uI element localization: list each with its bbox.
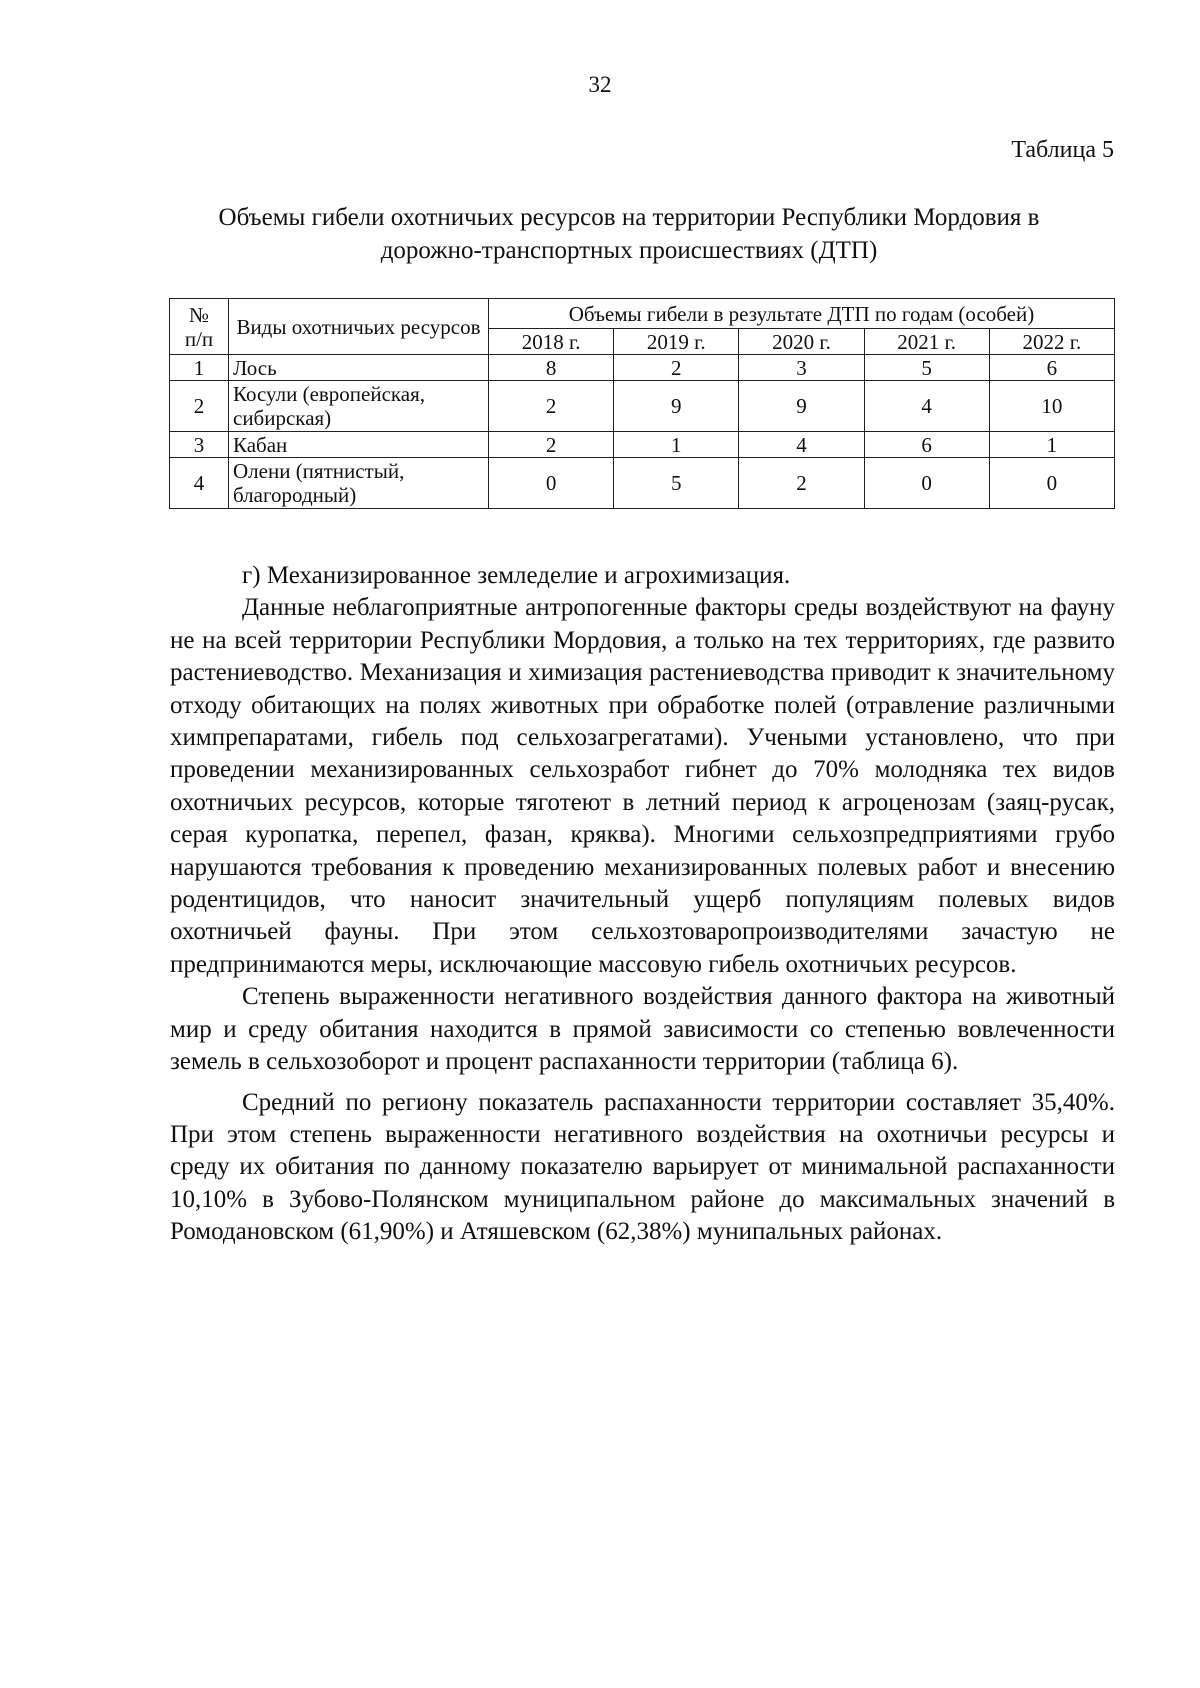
header-year: 2019 г. [614, 329, 739, 355]
body-text [170, 560, 1115, 1249]
table-title [140, 201, 1118, 267]
row-value: 2 [489, 432, 614, 458]
row-value: 6 [864, 432, 989, 458]
row-value: 2 [739, 458, 864, 509]
row-number: 1 [170, 355, 229, 381]
row-value: 5 [864, 355, 989, 381]
data-table [169, 298, 1115, 509]
header-year: 2020 г. [739, 329, 864, 355]
row-species: Олени (пятнистый, благородный) [229, 458, 489, 509]
table-row [170, 355, 1115, 381]
header-year: 2021 г. [864, 329, 989, 355]
row-number: 3 [170, 432, 229, 458]
header-year: 2018 г. [489, 329, 614, 355]
row-number: 4 [170, 458, 229, 509]
row-value: 5 [614, 458, 739, 509]
header-species: Виды охотничьих ресурсов [229, 299, 489, 355]
table-title-line-1: Объемы гибели охотничьих ресурсов на территории Республики Мордовия в [218, 204, 1040, 231]
header-number [170, 299, 229, 355]
row-value: 1 [614, 432, 739, 458]
row-value: 2 [489, 381, 614, 432]
row-value: 0 [989, 458, 1114, 509]
paragraph: Степень выраженности негативного воздействия данного фактора на животный мир и среду обитания находится в прямой зависимости со степенью вовлеченности земель в сельхозоборот и процент распаханности территории (таблица 6). [170, 983, 1115, 1076]
row-species: Косули (европейская, сибирская) [229, 381, 489, 432]
paragraph-heading: г) Механизированное земледелие и агрохимизация. [242, 562, 791, 589]
paragraph: Данные неблагоприятные антропогенные факторы среды воздействуют на фауну не на всей территории Республики Мордовия, а только на тех территориях, где развито растениеводство. Механизация и химизация растениеводства приводит к значительному отходу обитающих на полях животных при обработке полей (отравление различными химпрепаратами, гибель под сельхозагрегатами). Учеными установлено, что при проведении механизированных сельхозработ гибнет до 70% молодняка тех видов охотничьих ресурсов, которые тяготеют в летний период к агроценозам (заяц-русак, серая куропатка, перепел, фазан, кряква). Многими сельхозпредприятиями грубо нарушаются требования к проведению механизированных полевых работ и внесению родентицидов, что наносит значительный ущерб популяциям полевых видов охотничьей фауны. При этом сельхозтоваропроизводителями зачастую не предпринимаются меры, исключающие массовую гибель охотничьих ресурсов. [170, 594, 1115, 978]
page-number: 32 [588, 72, 612, 97]
row-species: Лось [229, 355, 489, 381]
row-value: 0 [489, 458, 614, 509]
table-header-row [170, 299, 1115, 329]
header-group: Объемы гибели в результате ДТП по годам (особей) [489, 299, 1115, 329]
row-value: 8 [489, 355, 614, 381]
header-number-line-1: № [188, 302, 210, 327]
table-title-line-2: дорожно-транспортных происшествиях (ДТП) [380, 237, 878, 264]
row-value: 4 [739, 432, 864, 458]
table-label: Таблица 5 [1011, 137, 1114, 163]
row-value: 1 [989, 432, 1114, 458]
table-row [170, 432, 1115, 458]
table-row [170, 381, 1115, 432]
row-value: 4 [864, 381, 989, 432]
row-species: Кабан [229, 432, 489, 458]
row-value: 6 [989, 355, 1114, 381]
row-value: 0 [864, 458, 989, 509]
row-value: 9 [739, 381, 864, 432]
table-row [170, 458, 1115, 509]
row-value: 2 [614, 355, 739, 381]
row-value: 9 [614, 381, 739, 432]
header-number-line-2: п/п [184, 326, 214, 351]
paragraph: Средний по региону показатель распаханности территории составляет 35,40%. При этом степень выраженности негативного воздействия на охотничьи ресурсы и среду их обитания по данному показателю варьирует от минимальной распаханности 10,10% в Зубово-Полянском муниципальном районе до максимальных значений в Ромодановском (61,90%) и Атяшевском (62,38%) мунипальных районах. [170, 1088, 1115, 1246]
header-year: 2022 г. [989, 329, 1114, 355]
row-value: 10 [989, 381, 1114, 432]
row-value: 3 [739, 355, 864, 381]
row-number: 2 [170, 381, 229, 432]
